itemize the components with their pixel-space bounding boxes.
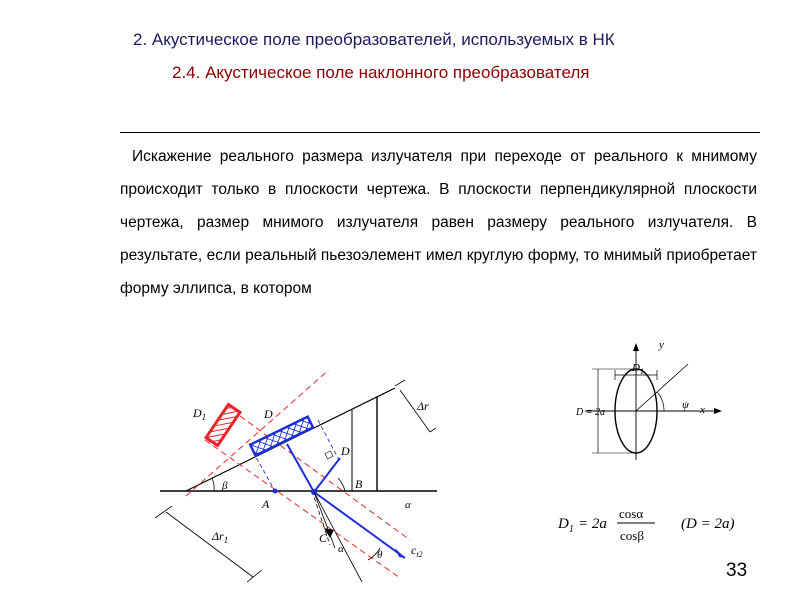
formula-denominator: cosβ: [620, 528, 644, 543]
psi-arc: [657, 392, 664, 411]
label-beta: β: [222, 480, 228, 492]
label-A: A: [262, 497, 270, 511]
label-x: x: [700, 404, 705, 416]
body-paragraph: Искажение реального размера излучателя при переходе от реального к мнимому происходит только в плоскости чертежа. В плоскости перпендикулярной плоскости чертежа, размер мнимого излучателя равен размеру реального излучателя. В результате, если реальный пьезоэлемент имел круглую форму, то мнимый приобретает форму эллипса, в котором: [120, 148, 757, 297]
label-psi: ψ: [682, 399, 689, 411]
blue-dash-2: [318, 420, 340, 462]
delta-r-tick-bottom: [430, 428, 436, 432]
label-theta: θ: [377, 549, 383, 561]
label-D-lower: D: [341, 444, 350, 458]
formula-note: (D = 2a): [681, 516, 735, 532]
right-angle-mark: [325, 451, 333, 459]
point-A: [273, 489, 278, 494]
label-D1: $D_1$: [193, 406, 207, 422]
x-arrow: [714, 408, 722, 414]
label-alpha-bottom: α: [338, 543, 344, 555]
delta-r1-tick-left: [155, 506, 172, 518]
ellipse-diagram: [570, 335, 730, 465]
label-C: C: [319, 531, 328, 545]
page-number: 33: [726, 560, 748, 581]
formula: [550, 500, 760, 550]
label-delta-r1: $\Delta r_1$: [212, 529, 229, 545]
alpha-arc-right: [338, 478, 345, 491]
blue-beam-2: [314, 458, 340, 492]
label-delta-r: Δr: [417, 399, 429, 413]
section-title: 2. Акустическое поле преобразователей, используемых в НК: [133, 30, 615, 49]
formula-lhs: $D_1$: [558, 516, 574, 535]
formula-numerator: cosα: [619, 506, 644, 521]
red-dash-beam-1: [205, 440, 400, 578]
blue-beam-1: [287, 444, 314, 492]
label-D1-ellipse: $D_1$: [632, 362, 644, 376]
delta-r1-dim: [166, 512, 253, 577]
subsection-title: 2.4. Акустическое поле наклонного преобразователя: [172, 63, 590, 82]
label-y: y: [659, 339, 664, 351]
blue-dash-1: [253, 452, 275, 491]
inclined-transducer-diagram: [140, 370, 460, 585]
label-D2a: D = 2a: [576, 407, 605, 418]
beta-arc: [212, 478, 214, 491]
formula-eq: = 2a: [578, 516, 607, 532]
delta-r-tick-top: [395, 380, 405, 386]
delta-r1-tick-right: [247, 570, 262, 582]
y-arrow: [633, 343, 639, 351]
divider-line: [120, 132, 760, 133]
label-alpha-right: α: [405, 499, 411, 511]
label-D: D: [264, 407, 273, 421]
blue-beam-refracted: [314, 492, 405, 558]
label-ct2: $c_{t2}$: [411, 543, 423, 559]
real-transducer: [206, 405, 240, 446]
label-B: B: [355, 477, 363, 491]
imaginary-transducer: [250, 417, 313, 456]
